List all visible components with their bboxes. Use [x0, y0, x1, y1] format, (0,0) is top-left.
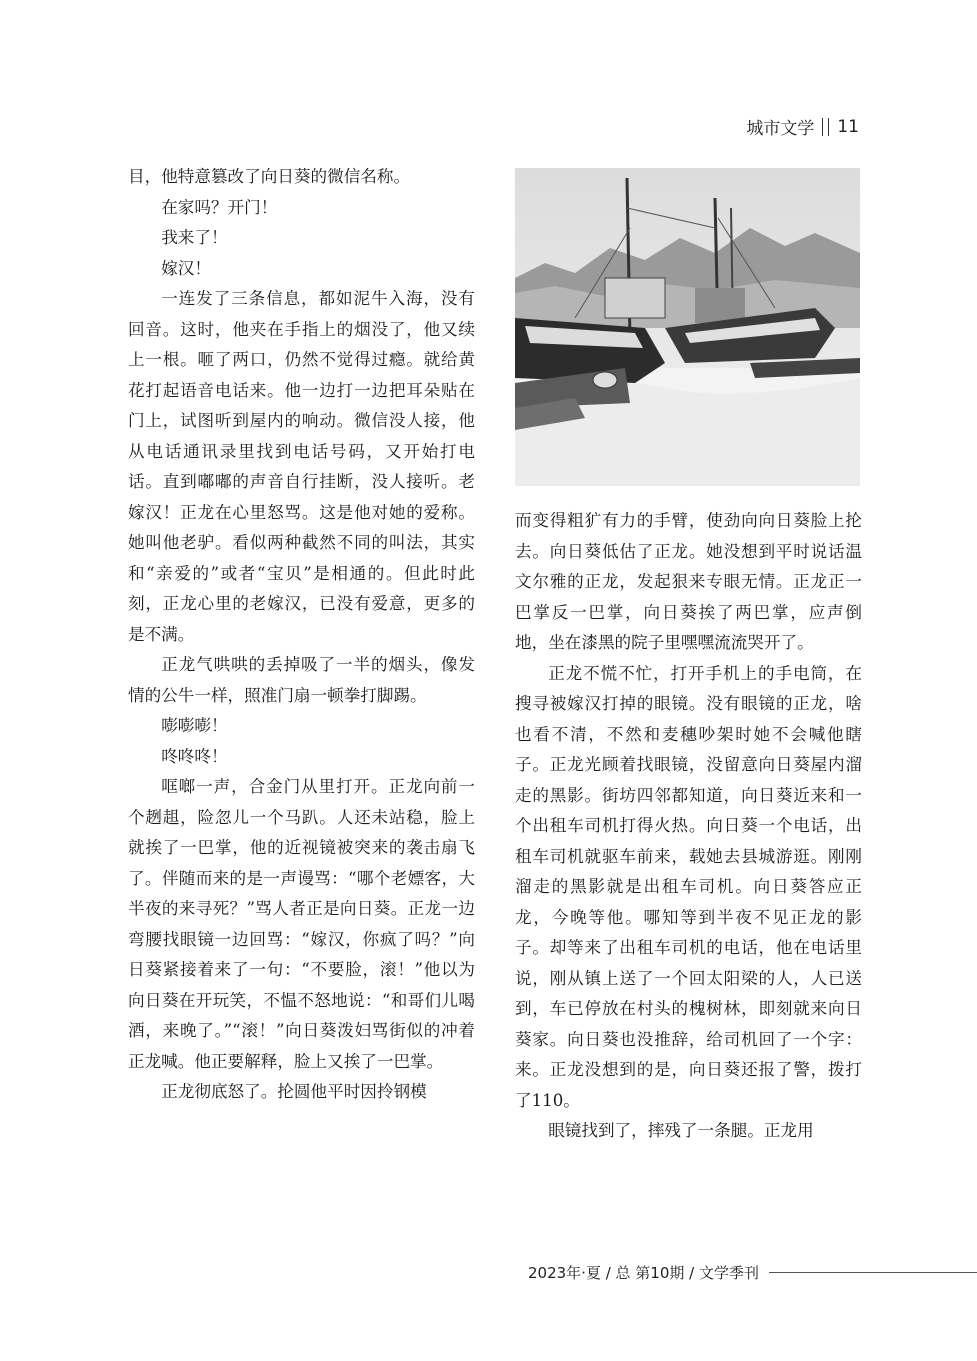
harbor-boats-illustration	[515, 168, 860, 486]
paragraph: 目，他特意篡改了向日葵的微信名称。	[128, 167, 411, 186]
paragraph: 咚咚咚！	[161, 746, 228, 766]
paragraph: 正龙彻底怒了。抡圆他平时因拎钢模	[161, 1082, 427, 1101]
magazine-name: 城市文学	[746, 119, 815, 139]
paragraph: 在家吗？开门！	[161, 197, 278, 217]
paragraph: 嘭嘭嘭！	[161, 716, 228, 735]
paragraph: 正龙气哄哄的丢掉吸了一半的烟头，像发情的公牛一样，照准门扇一顿拳打脚踢。	[128, 655, 475, 705]
paragraph: 而变得粗犷有力的手臂，使劲向向日葵脸上抡去。向日葵低估了正龙。她没想到平时说话温文尔雅的正龙，发起狠来专眼无情。正龙正一巴掌反一巴掌，向日葵挨了两巴掌，应声倒地，坐在漆黑的院子里嘿嘿流流哭开了。	[515, 511, 862, 652]
paragraph: 我来了！	[161, 228, 228, 247]
running-header	[746, 114, 859, 139]
footer-rule	[769, 1272, 977, 1273]
page-number: 11	[837, 116, 859, 137]
left-text-column	[128, 162, 475, 1108]
header-separator	[822, 118, 829, 136]
issue-info: 2023年·夏 / 总 第10期 / 文学季刊	[528, 1264, 759, 1282]
paragraph: 正龙不慌不忙，打开手机上的手电筒，在搜寻被嫁汉打掉的眼镜。没有眼镜的正龙，啥也看不清，不然和麦穗吵架时她不会喊他瞎子。正龙光顾着找眼镜，没留意向日葵屋内溜走的黑影。街坊四邻都知道，向日葵近来和一个出租车司机打得火热。向日葵一个电话，出租车司机就驱车前来，载她去县城游逛。刚刚溜走的黑影就是出租车司机。向日葵答应正龙，今晚等他。哪知等到半夜不见正龙的影子。却等来了出租车司机的电话，他在电话里说，刚从镇上送了一个回太阳梁的人，人已送到，车已停放在村头的槐树林，即刻就来向日葵家。向日葵也没推辞，给司机回了一个字：来。正龙没想到的是，向日葵还报了警，拨打了110。	[515, 663, 862, 1110]
paragraph: 哐啷一声，合金门从里打开。正龙向前一个趔趄，险忽儿一个马趴。人还未站稳，脸上就挨了一巴掌，他的近视镜被突来的袭击扇飞了。伴随而来的是一声谩骂：“哪个老嫖客，大半夜的来寻死？”骂人者正是向日葵。正龙一边弯腰找眼镜一边回骂：“嫁汉，你疯了吗？”向日葵紧接着来了一句：“不要脸，滚！”他以为向日葵在开玩笑，不愠不怒地说：“和哥们儿喝酒，来晚了。”“滚！”向日葵泼妇骂街似的冲着正龙喊。他正要解释，脸上又挨了一巴掌。	[128, 777, 475, 1071]
paragraph: 嫁汉！	[161, 258, 211, 278]
page-footer	[528, 1262, 977, 1283]
paragraph: 眼镜找到了，摔残了一条腿。正龙用	[548, 1121, 814, 1140]
right-text-column	[515, 506, 862, 1147]
paragraph: 一连发了三条信息，都如泥牛入海，没有回音。这时，他夹在手指上的烟没了，他又续上一根。咂了两口，仍然不觉得过瘾。就给黄花打起语音电话来。他一边打一边把耳朵贴在门上，试图听到屋内的响动。微信没人接，他从电话通讯录里找到电话号码，又开始打电话。直到嘟嘟的声音自行挂断，没人接听。老嫁汉！正龙在心里怒骂。这是他对她的爱称。她叫他老驴。看似两种截然不同的叫法，其实和“亲爱的”或者“宝贝”是相通的。但此时此刻，正龙心里的老嫁汉，已没有爱意，更多的是不满。	[128, 289, 475, 644]
